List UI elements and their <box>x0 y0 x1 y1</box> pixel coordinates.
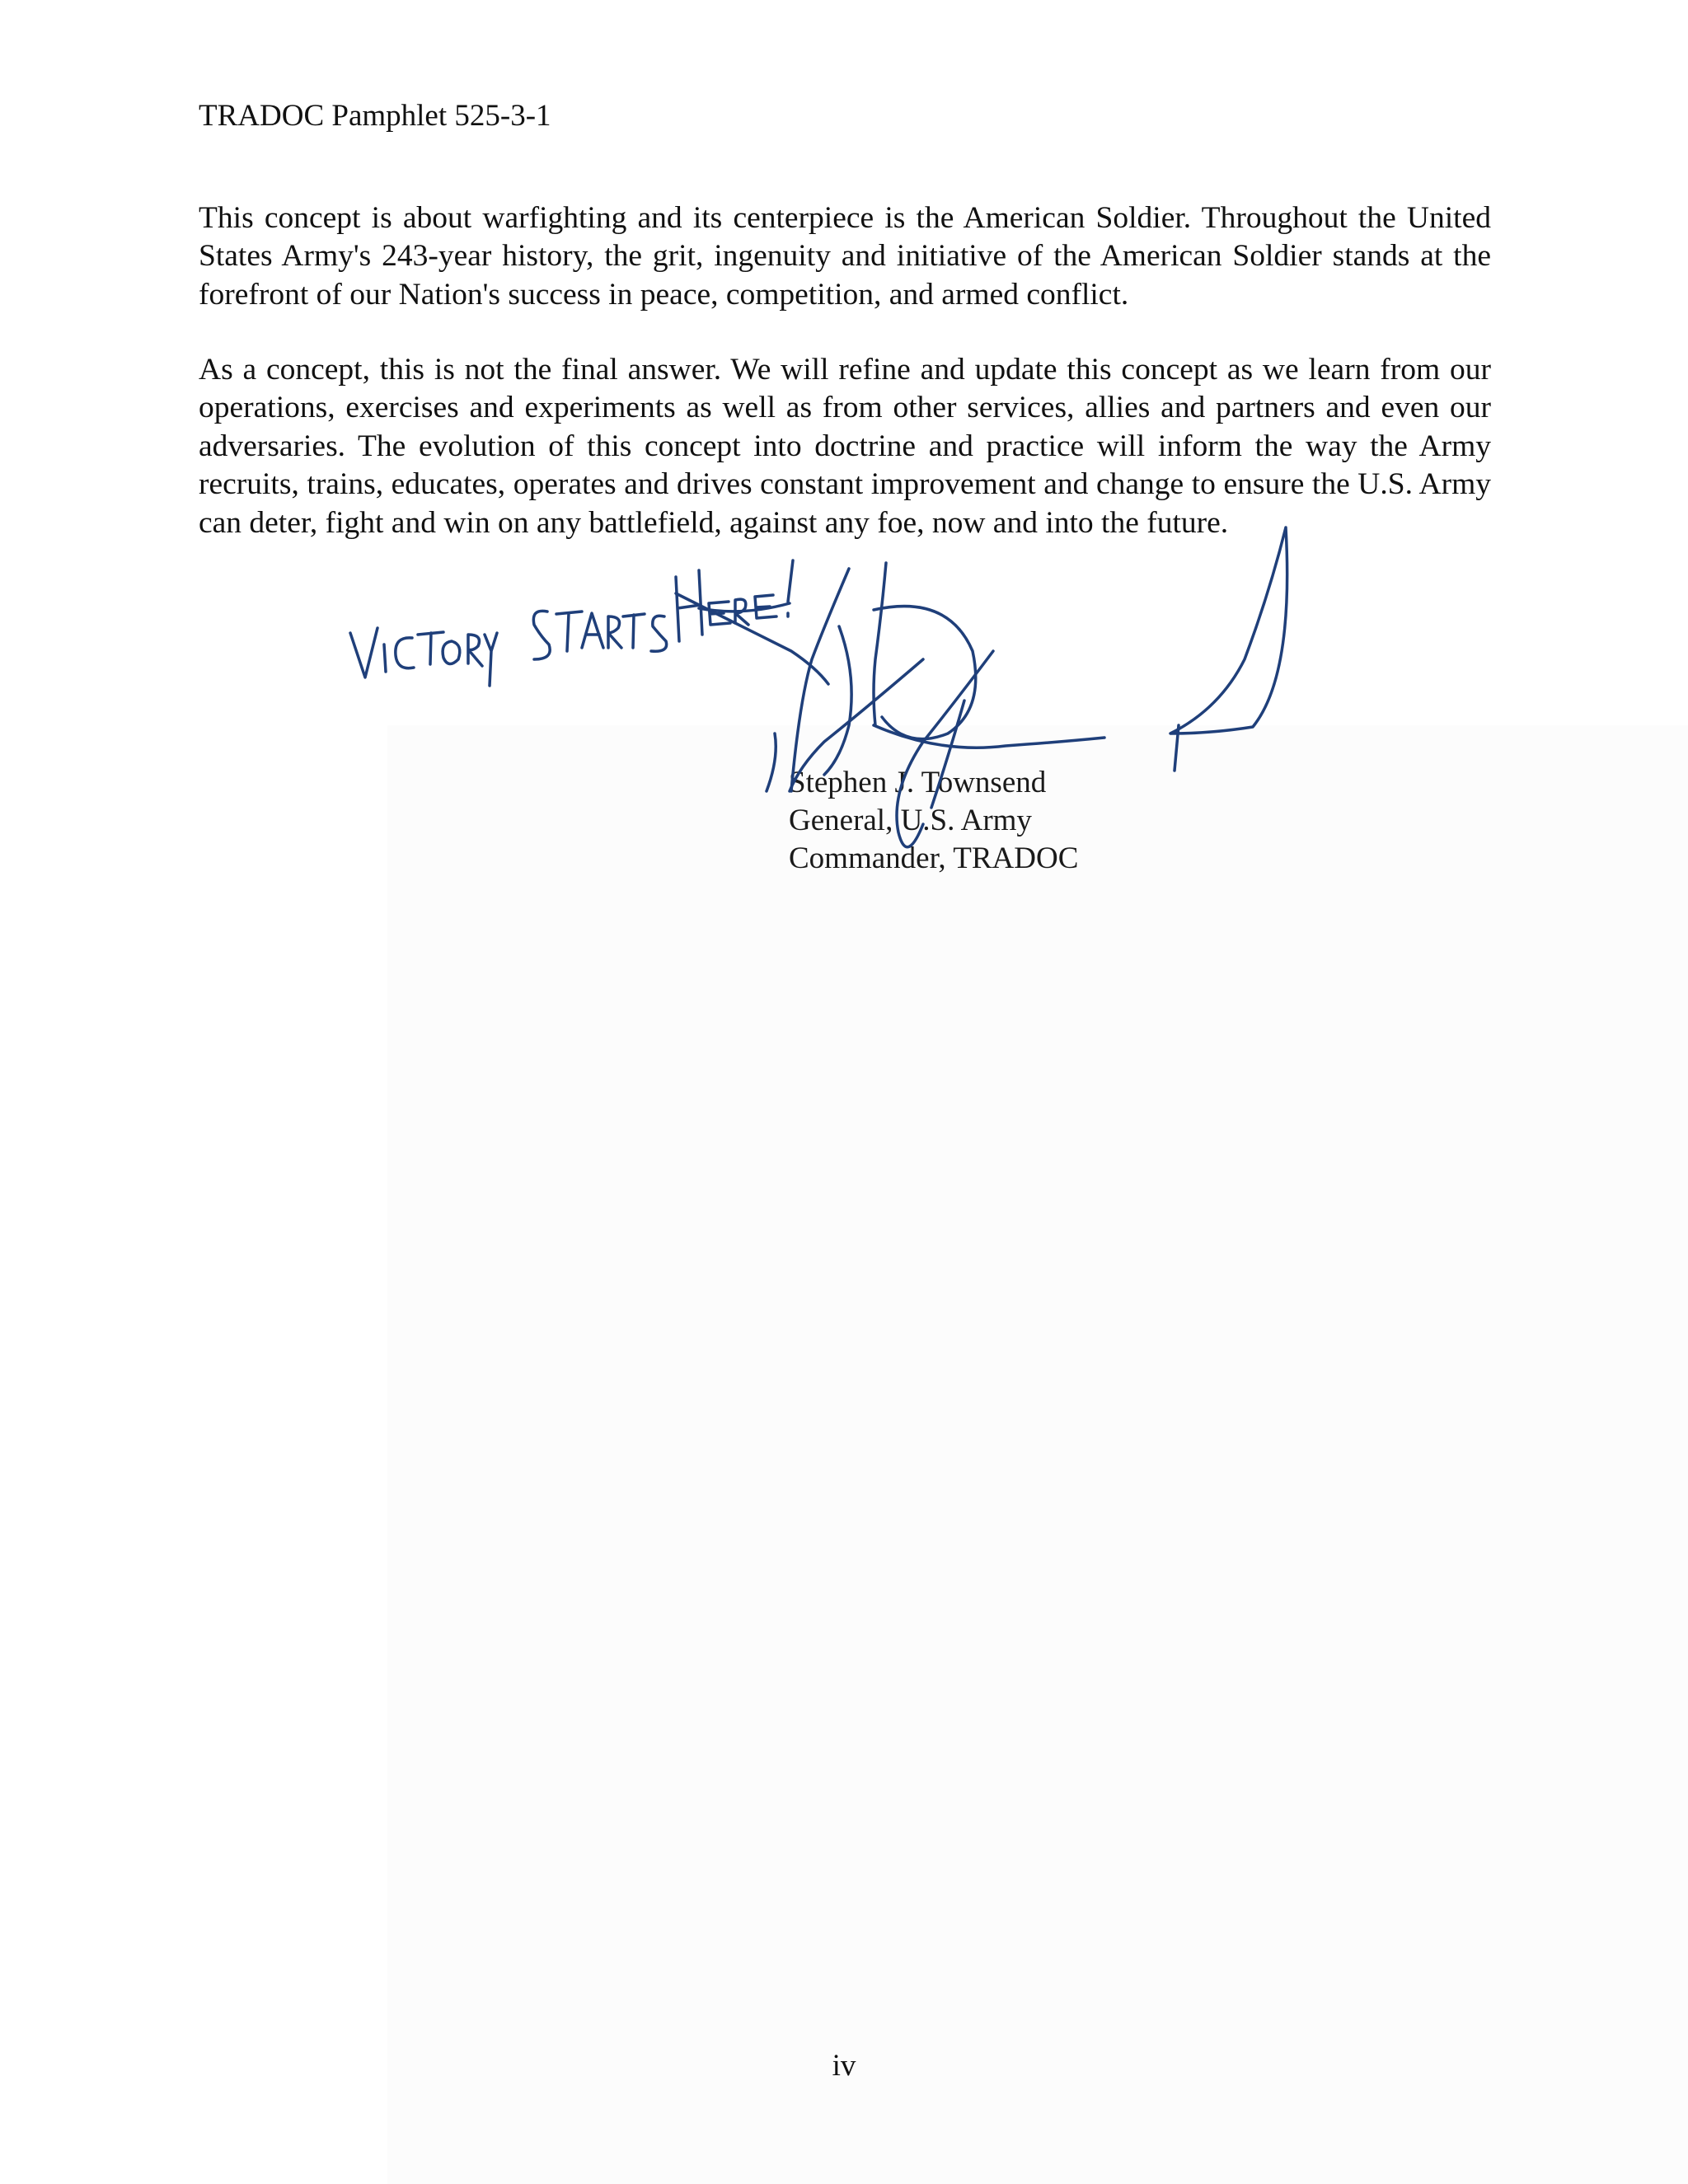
signatory-position: Commander, TRADOC <box>789 841 1079 875</box>
paragraph: This concept is about warfighting and its centerpiece is the American Soldier. Throughout the United States Army's 243-year history, the grit, ingenuity and initiative of the American Soldier stands at the forefront of our Nation's success in peace, competition, and armed conflict. <box>199 201 1491 312</box>
signatory-rank: General, U.S. Army <box>789 804 1032 837</box>
scan-background <box>387 725 1688 2184</box>
paragraph: As a concept, this is not the final answer. We will refine and update this concept as we learn from our operations, exercises and experiments as well as from other services, allies and partners and even our adversaries. The evolution of this concept into doctrine and practice will inform the way the Army recruits, trains, educates, operates and drives constant improvement and change to ensure the U.S. Army can deter, fight and win on any battlefield, against any foe, now and into the future. <box>199 353 1491 540</box>
page-number: iv <box>832 2049 856 2083</box>
page-header: TRADOC Pamphlet 525-3-1 <box>199 99 551 133</box>
signatory-name: Stephen J. Townsend <box>789 766 1047 799</box>
signature-block <box>789 764 1078 878</box>
handwritten-note <box>350 560 793 686</box>
